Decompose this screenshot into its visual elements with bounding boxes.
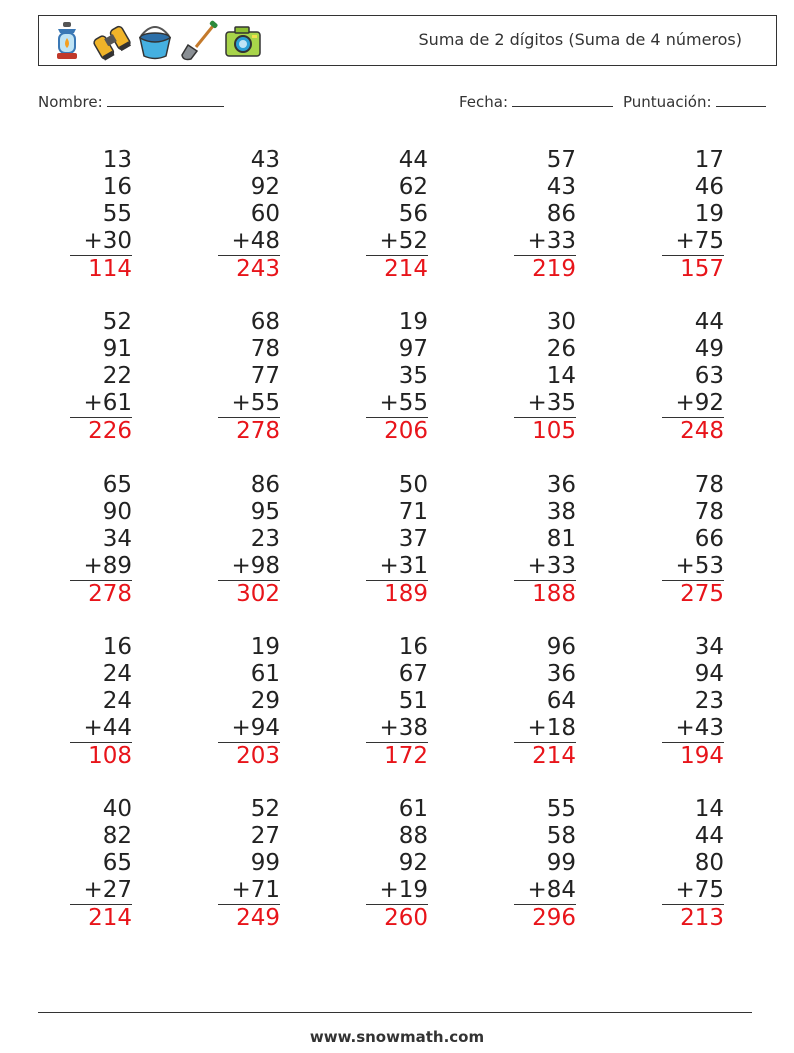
- addend-3: 64: [546, 688, 576, 714]
- problem-r4-c2: [218, 634, 280, 770]
- bucket-icon: [135, 20, 175, 62]
- addend-1: 36: [546, 472, 576, 498]
- addend-3: 55: [102, 201, 132, 227]
- addend-3: 99: [250, 850, 280, 876]
- addend-2: 90: [102, 499, 132, 525]
- addend-4: +33: [514, 553, 576, 581]
- addend-3: 56: [398, 201, 428, 227]
- addend-2: 97: [398, 336, 428, 362]
- addend-4: +61: [70, 390, 132, 418]
- answer: 157: [680, 256, 724, 282]
- problem-r1-c5: [662, 147, 724, 283]
- addend-1: 16: [102, 634, 132, 660]
- addend-3: 99: [546, 850, 576, 876]
- addend-4: +31: [366, 553, 428, 581]
- problem-r5-c3: [366, 796, 428, 932]
- date-label: Fecha:: [459, 93, 509, 111]
- problem-r2-c2: [218, 309, 280, 445]
- addend-2: 24: [102, 661, 132, 687]
- problem-r2-c3: [366, 309, 428, 445]
- addend-3: 60: [250, 201, 280, 227]
- answer: 108: [88, 743, 132, 769]
- name-blank[interactable]: [107, 93, 224, 107]
- addend-1: 13: [102, 147, 132, 173]
- addend-3: 86: [546, 201, 576, 227]
- answer: 203: [236, 743, 280, 769]
- addend-1: 14: [694, 796, 724, 822]
- addend-2: 88: [398, 823, 428, 849]
- problem-r3-c5: [662, 472, 724, 608]
- addend-2: 44: [694, 823, 724, 849]
- addend-1: 44: [398, 147, 428, 173]
- problem-r2-c5: [662, 309, 724, 445]
- addend-1: 30: [546, 309, 576, 335]
- addend-4: +98: [218, 553, 280, 581]
- addend-4: +30: [70, 228, 132, 256]
- problem-r1-c1: [70, 147, 132, 283]
- answer: 296: [532, 905, 576, 931]
- addend-3: 66: [694, 526, 724, 552]
- addend-3: 63: [694, 363, 724, 389]
- addend-4: +52: [366, 228, 428, 256]
- addend-4: +48: [218, 228, 280, 256]
- addend-1: 57: [546, 147, 576, 173]
- shovel-icon: [179, 20, 219, 62]
- answer: 114: [88, 256, 132, 282]
- problem-r2-c1: [70, 309, 132, 445]
- addend-2: 27: [250, 823, 280, 849]
- answer: 105: [532, 418, 576, 444]
- addend-2: 43: [546, 174, 576, 200]
- header-box: [38, 15, 777, 66]
- problem-r4-c1: [70, 634, 132, 770]
- answer: 302: [236, 581, 280, 607]
- addend-1: 44: [694, 309, 724, 335]
- addend-3: 14: [546, 363, 576, 389]
- addend-4: +27: [70, 877, 132, 905]
- addend-2: 82: [102, 823, 132, 849]
- answer: 248: [680, 418, 724, 444]
- addend-1: 19: [250, 634, 280, 660]
- addend-4: +71: [218, 877, 280, 905]
- problem-r3-c2: [218, 472, 280, 608]
- answer: 249: [236, 905, 280, 931]
- addend-2: 38: [546, 499, 576, 525]
- addend-3: 80: [694, 850, 724, 876]
- addend-4: +84: [514, 877, 576, 905]
- addend-1: 52: [250, 796, 280, 822]
- camera-icon: [223, 20, 263, 62]
- addend-1: 55: [546, 796, 576, 822]
- addend-4: +18: [514, 715, 576, 743]
- addend-2: 61: [250, 661, 280, 687]
- addend-1: 43: [250, 147, 280, 173]
- addend-3: 22: [102, 363, 132, 389]
- addend-2: 46: [694, 174, 724, 200]
- addend-2: 36: [546, 661, 576, 687]
- score-blank[interactable]: [716, 93, 766, 107]
- problem-r3-c3: [366, 472, 428, 608]
- answer: 219: [532, 256, 576, 282]
- answer: 275: [680, 581, 724, 607]
- addend-1: 16: [398, 634, 428, 660]
- addend-2: 67: [398, 661, 428, 687]
- addend-3: 92: [398, 850, 428, 876]
- addend-1: 52: [102, 309, 132, 335]
- header-icons: [47, 20, 263, 62]
- addend-1: 65: [102, 472, 132, 498]
- problem-r1-c2: [218, 147, 280, 283]
- addend-3: 77: [250, 363, 280, 389]
- answer: 213: [680, 905, 724, 931]
- addend-2: 91: [102, 336, 132, 362]
- footer-site: www.snowmath.com: [309, 1028, 485, 1046]
- answer: 260: [384, 905, 428, 931]
- answer: 278: [88, 581, 132, 607]
- problem-r1-c3: [366, 147, 428, 283]
- addend-4: +38: [366, 715, 428, 743]
- addend-1: 86: [250, 472, 280, 498]
- addend-2: 62: [398, 174, 428, 200]
- name-label: Nombre:: [38, 93, 103, 111]
- addend-2: 78: [694, 499, 724, 525]
- addend-2: 92: [250, 174, 280, 200]
- answer: 206: [384, 418, 428, 444]
- addend-3: 23: [694, 688, 724, 714]
- addend-2: 71: [398, 499, 428, 525]
- score-field: [623, 93, 766, 111]
- problem-r5-c5: [662, 796, 724, 932]
- addend-3: 34: [102, 526, 132, 552]
- addend-2: 58: [546, 823, 576, 849]
- problem-r5-c2: [218, 796, 280, 932]
- addend-4: +53: [662, 553, 724, 581]
- addend-1: 17: [694, 147, 724, 173]
- addend-3: 19: [694, 201, 724, 227]
- footer-divider: [38, 1012, 752, 1013]
- addend-1: 50: [398, 472, 428, 498]
- problem-r1-c4: [514, 147, 576, 283]
- problem-r2-c4: [514, 309, 576, 445]
- answer: 214: [88, 905, 132, 931]
- addend-3: 65: [102, 850, 132, 876]
- problem-r3-c4: [514, 472, 576, 608]
- answer: 194: [680, 743, 724, 769]
- addend-2: 16: [102, 174, 132, 200]
- problem-r4-c3: [366, 634, 428, 770]
- addend-1: 40: [102, 796, 132, 822]
- problem-r4-c4: [514, 634, 576, 770]
- addend-1: 34: [694, 634, 724, 660]
- addend-4: +75: [662, 228, 724, 256]
- addend-2: 94: [694, 661, 724, 687]
- addend-2: 49: [694, 336, 724, 362]
- answer: 188: [532, 581, 576, 607]
- addend-3: 51: [398, 688, 428, 714]
- problem-r5-c1: [70, 796, 132, 932]
- answer: 172: [384, 743, 428, 769]
- answer: 226: [88, 418, 132, 444]
- addend-4: +55: [218, 390, 280, 418]
- addend-1: 78: [694, 472, 724, 498]
- answer: 189: [384, 581, 428, 607]
- addend-4: +94: [218, 715, 280, 743]
- addend-4: +89: [70, 553, 132, 581]
- addend-3: 24: [102, 688, 132, 714]
- date-blank[interactable]: [512, 93, 613, 107]
- addend-2: 95: [250, 499, 280, 525]
- problem-r4-c5: [662, 634, 724, 770]
- addend-3: 37: [398, 526, 428, 552]
- addend-1: 61: [398, 796, 428, 822]
- addend-3: 35: [398, 363, 428, 389]
- addend-4: +33: [514, 228, 576, 256]
- addend-2: 78: [250, 336, 280, 362]
- name-field: [38, 93, 224, 111]
- addend-4: +92: [662, 390, 724, 418]
- addend-1: 19: [398, 309, 428, 335]
- addend-1: 96: [546, 634, 576, 660]
- addend-4: +35: [514, 390, 576, 418]
- addend-4: +75: [662, 877, 724, 905]
- addend-4: +19: [366, 877, 428, 905]
- addend-4: +43: [662, 715, 724, 743]
- lantern-icon: [47, 20, 87, 62]
- addend-4: +55: [366, 390, 428, 418]
- answer: 278: [236, 418, 280, 444]
- addend-4: +44: [70, 715, 132, 743]
- addend-2: 26: [546, 336, 576, 362]
- answer: 243: [236, 256, 280, 282]
- answer: 214: [532, 743, 576, 769]
- problem-r3-c1: [70, 472, 132, 608]
- addend-3: 29: [250, 688, 280, 714]
- addend-3: 23: [250, 526, 280, 552]
- problem-r5-c4: [514, 796, 576, 932]
- addend-1: 68: [250, 309, 280, 335]
- answer: 214: [384, 256, 428, 282]
- binoculars-icon: [91, 20, 131, 62]
- worksheet-title: Suma de 2 dígitos (Suma de 4 números): [418, 30, 742, 49]
- addend-3: 81: [546, 526, 576, 552]
- date-field: [459, 93, 613, 111]
- score-label: Puntuación:: [623, 93, 712, 111]
